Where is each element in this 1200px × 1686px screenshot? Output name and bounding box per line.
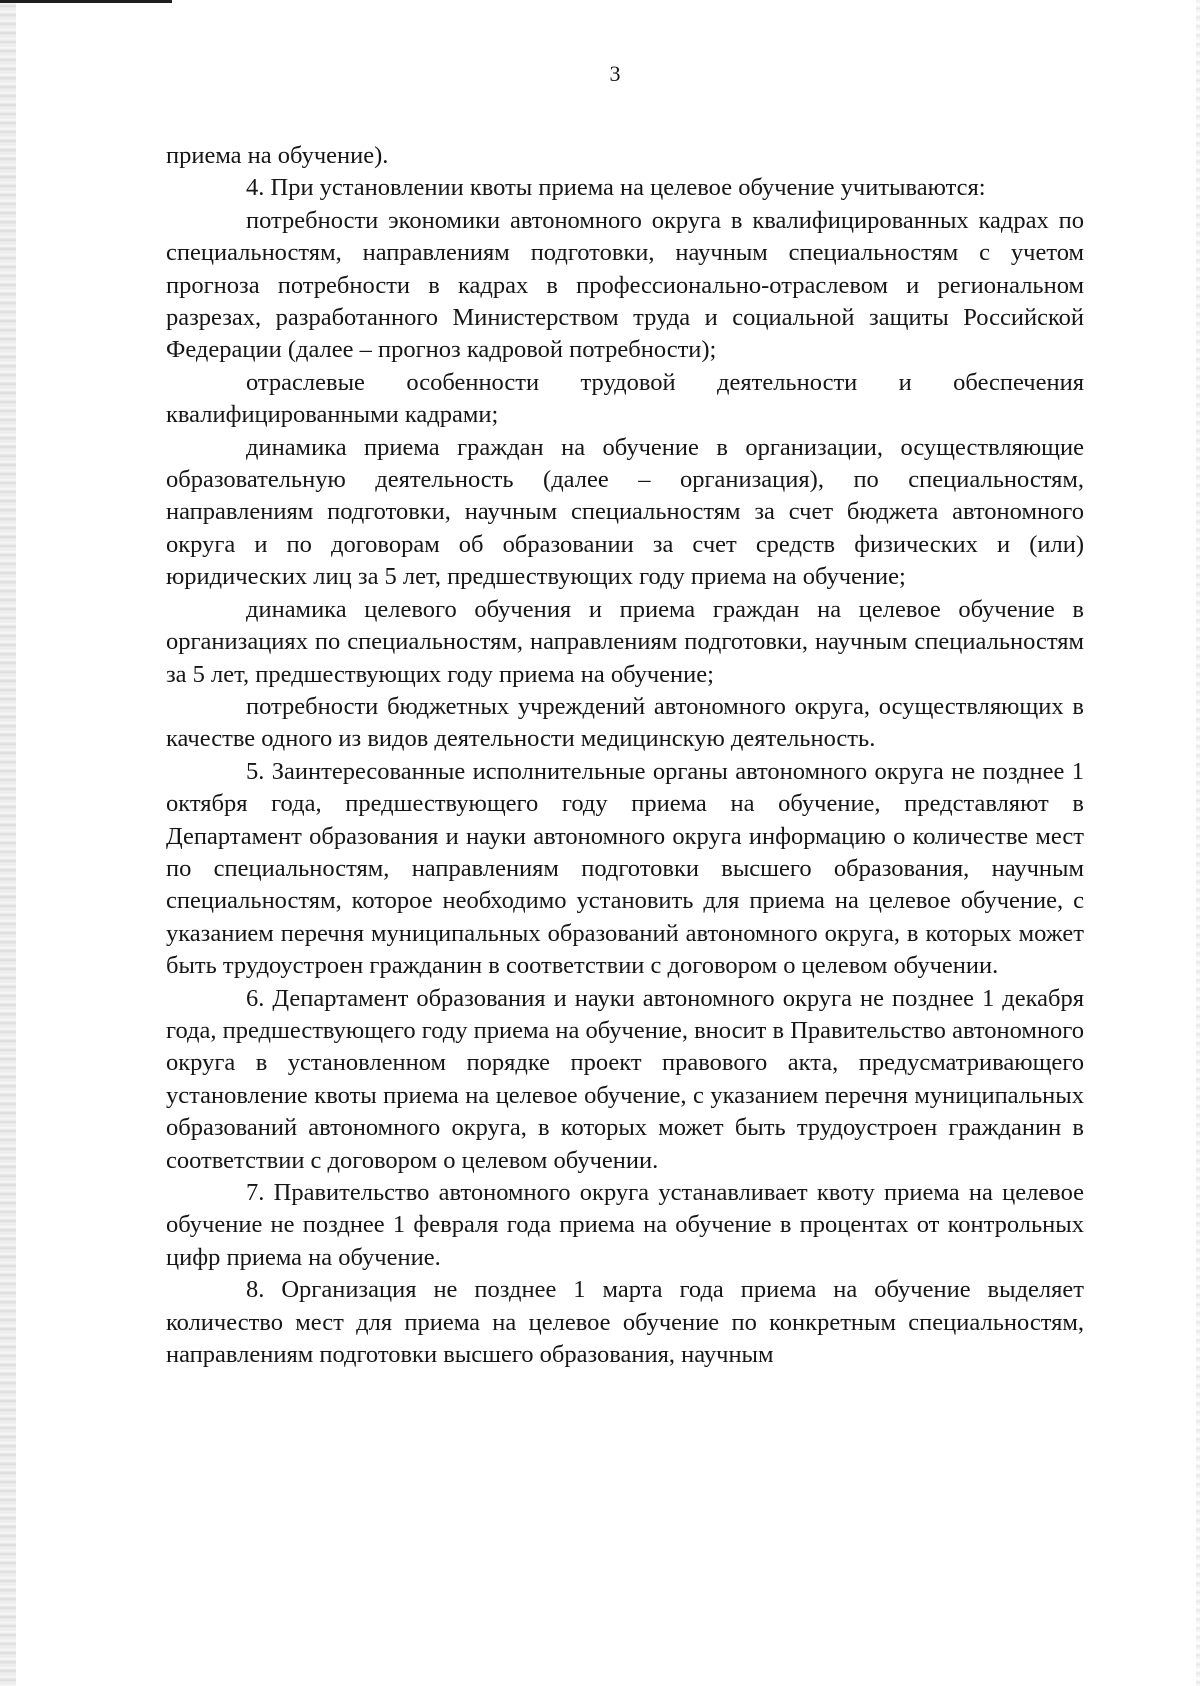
paragraph-industry-features: отраслевые особенности трудовой деятельности и обеспечения квалифицированными кадрами; — [166, 368, 1084, 429]
paragraph-targeted-dynamics: динамика целевого обучения и приема граждан на целевое обучение в организациях по специальностям, направлениям подготовки, научным специальностям за 5 лет, предшествующих году приема на обучение; — [166, 595, 1084, 688]
corner-mark — [0, 0, 172, 3]
paragraph-item-5: 5. Заинтересованные исполнительные органы автономного округа не позднее 1 октября года, предшествующего году приема на обучение, представляют в Департамент образования и науки автономного округа информацию о количестве мест по специальностям, направлениям подготовки высшего образования, научным специальностям, которое необходимо установить для приема на целевое обучение, с указанием перечня муниципальных образований автономного округа, в которых может быть трудоустроен гражданин в соответствии с договором о целевом обучении. — [166, 757, 1084, 980]
paragraph-admission-dynamics: динамика приема граждан на обучение в организации, осуществляющие образовательную деятельность (далее – организация), по специальностям, направлениям подготовки, научным специальностям за счет бюджета автономного округа и по договорам об образовании за счет средств физических и (или) юридических лиц за 5 лет, предшествующих году приема на обучение; — [166, 433, 1084, 591]
page-number: 3 — [609, 61, 621, 86]
paragraph-item-4: 4. При установлении квоты приема на целевое обучение учитываются: — [246, 174, 986, 202]
scan-right-edge — [1196, 0, 1200, 1686]
paragraph-item-8: 8. Организация не позднее 1 марта года приема на обучение выделяет количество мест для приема на целевое обучение по конкретным специальностям, направлениям подготовки высшего образования, научным — [166, 1276, 1084, 1369]
paragraph-medical-needs: потребности бюджетных учреждений автономного округа, осуществляющих в качестве одного из видов деятельности медицинскую деятельность. — [166, 692, 1084, 753]
scan-left-edge — [0, 0, 16, 1686]
paragraph-item-6: 6. Департамент образования и науки автономного округа не позднее 1 декабря года, предшествующего году приема на обучение, вносит в Правительство автономного округа в установленном порядке проект правового акта, предусматривающего установление квоты приема на целевое обучение, с указанием перечня муниципальных образований автономного округа, в которых может быть трудоустроен гражданин в соответствии с договором о целевом обучении. — [166, 984, 1084, 1174]
paragraph-continuation: приема на обучение). — [166, 142, 389, 169]
document-body — [166, 140, 1084, 1371]
paragraph-item-7: 7. Правительство автономного округа устанавливает квоту приема на целевое обучение не позднее 1 февраля года приема на обучение в процентах от контрольных цифр приема на обучение. — [166, 1179, 1084, 1271]
paragraph-economy-needs: потребности экономики автономного округа в квалифицированных кадрах по специальностям, направлениям подготовки, научным специальностям с учетом прогноза потребности в кадрах в профессионально-отраслевом и региональном разрезах, разработанного Министерством труда и социальной защиты Российской Федерации (далее – прогноз кадровой потребности); — [166, 206, 1084, 364]
